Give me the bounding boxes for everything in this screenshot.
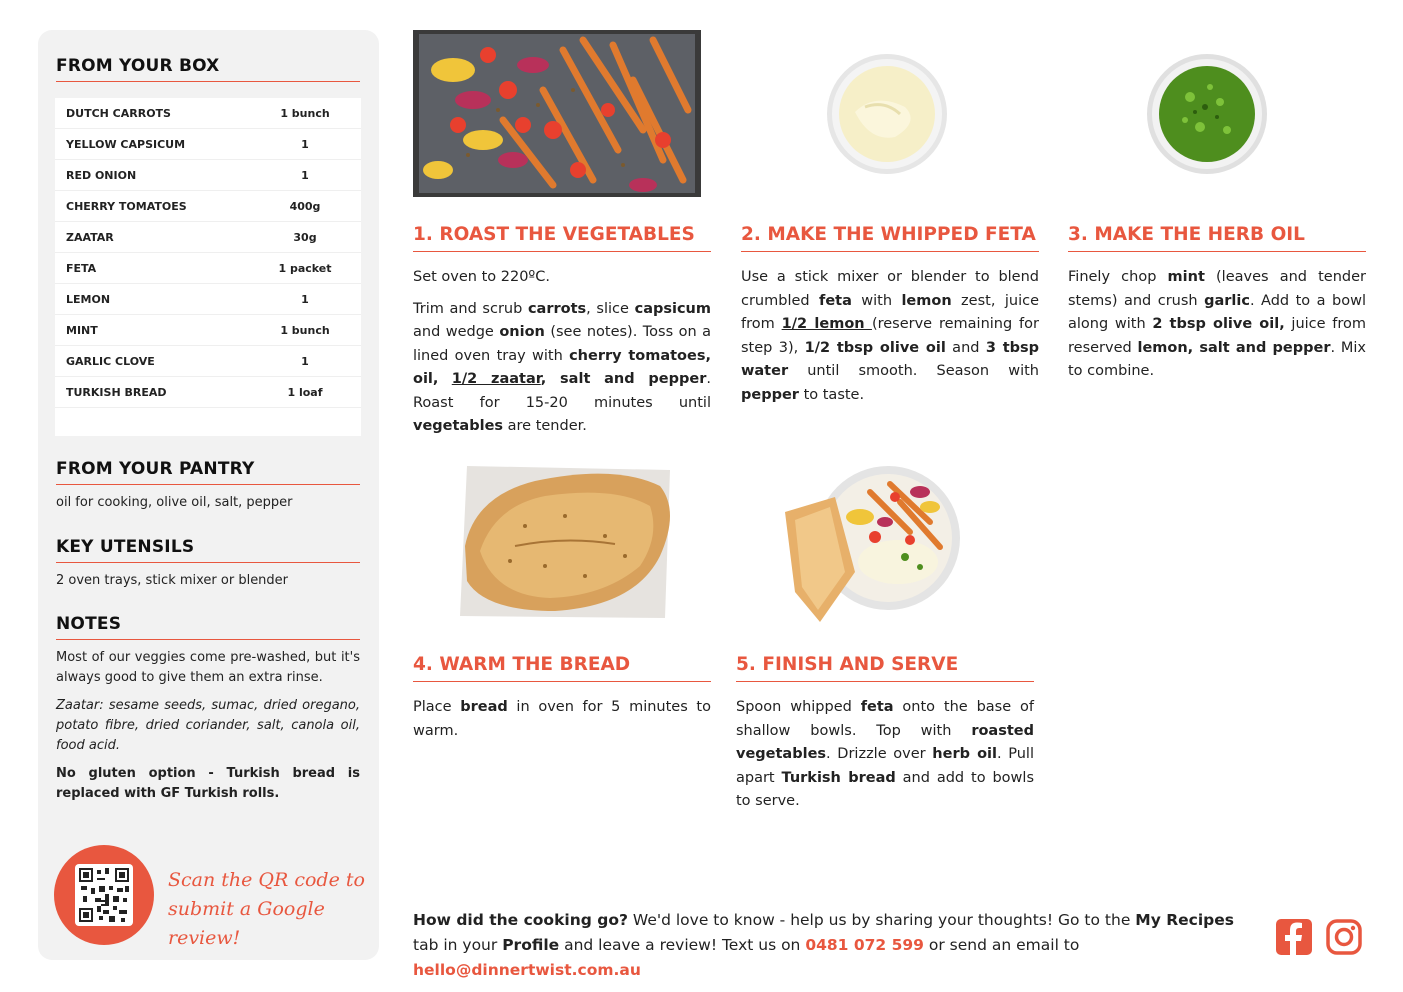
ingredient-qty: 1 loaf: [287, 385, 323, 399]
step-2-body: [741, 266, 1039, 415]
utensils-text: 2 oven trays, stick mixer or blender: [56, 573, 289, 588]
ingredient-qty: 1 bunch: [280, 106, 330, 120]
ingredient-qty: 1 bunch: [280, 323, 330, 337]
turkish-bread-photo: [455, 466, 680, 622]
step-4-method: Place bread in oven for 5 minutes to warm.: [413, 699, 711, 739]
facebook-icon[interactable]: [1276, 919, 1312, 955]
step-2-title: 2. MAKE THE WHIPPED FETA: [741, 224, 1039, 252]
ingredient-qty: 1 packet: [278, 261, 332, 275]
ingredient-name: GARLIC CLOVE: [66, 354, 155, 368]
table-row: [55, 129, 361, 160]
ingredient-name: FETA: [66, 261, 97, 275]
step-3-title: 3. MAKE THE HERB OIL: [1068, 224, 1366, 252]
qr-call-to-action: [168, 866, 368, 953]
step-2-method: Use a stick mixer or blender to blend crumbled feta with lemon zest, juice from 1/2 lemon (reserve remaining for step 3), 1/2 tbsp olive oil and 3 tbsp water until smooth. Season with pepper to taste.: [741, 269, 1040, 403]
box-title: FROM YOUR BOX: [56, 56, 360, 82]
ingredient-qty: 1: [301, 137, 309, 151]
ingredient-qty: 400g: [289, 199, 321, 213]
ingredient-qty: 30g: [293, 230, 317, 244]
ingredient-name: ZAATAR: [66, 230, 114, 244]
finished-dish-photo: [780, 462, 960, 627]
pantry-title: FROM YOUR PANTRY: [56, 459, 360, 485]
my-recipes-link[interactable]: My Recipes: [1135, 911, 1234, 929]
phone-link[interactable]: 0481 072 599: [805, 936, 924, 954]
table-row: [55, 284, 361, 315]
note-gluten: No gluten option - Turkish bread is replaced with GF Turkish rolls.: [56, 766, 360, 801]
ingredient-name: MINT: [66, 323, 98, 337]
table-row: [55, 160, 361, 191]
roast-vegetables-photo: [413, 30, 701, 197]
step-5-body: [736, 696, 1034, 822]
profile-link[interactable]: Profile: [502, 936, 560, 954]
table-row: [55, 377, 361, 408]
qr-badge[interactable]: [54, 845, 154, 945]
whipped-feta-photo: [825, 52, 949, 176]
table-row: [55, 98, 361, 129]
utensils-title: KEY UTENSILS: [56, 537, 360, 563]
note-rinse: Most of our veggies come pre-washed, but it's always good to give them an extra rinse.: [56, 650, 360, 685]
pantry-text: oil for cooking, olive oil, salt, pepper: [56, 495, 293, 510]
feedback-footer: How did the cooking go? We'd love to know - help us by sharing your thoughts! Go to the My Recipes tab in your Profile and leave a review! Text us on 0481 072 599 or send an email to hello@dinnertwist.com.au: [413, 911, 1234, 979]
ingredient-name: RED ONION: [66, 168, 137, 182]
notes-title: NOTES: [56, 614, 360, 640]
note-zaatar: Zaatar: sesame seeds, sumac, dried oregano, potato fibre, dried coriander, salt, canola oil, food acid.: [56, 698, 360, 753]
ingredient-name: DUTCH CARROTS: [66, 106, 171, 120]
ingredient-qty: 1: [301, 168, 309, 182]
box-ingredients-table: [55, 98, 361, 436]
table-row: [55, 253, 361, 284]
feedback-question: How did the cooking go?: [413, 911, 628, 929]
step-4-title: 4. WARM THE BREAD: [413, 654, 711, 682]
step-1-body: [413, 266, 711, 447]
ingredient-name: TURKISH BREAD: [66, 385, 167, 399]
ingredient-name: LEMON: [66, 292, 111, 306]
instagram-icon[interactable]: [1326, 919, 1362, 955]
table-row: [55, 191, 361, 222]
step-4-body: [413, 696, 711, 751]
table-row: [55, 315, 361, 346]
step-3-method: Finely chop mint (leaves and tender stems) and crush garlic. Add to a bowl along with 2 tbsp olive oil, juice from reserved lemon, salt and pepper. Mix to combine.: [1068, 269, 1366, 379]
ingredient-qty: 1: [301, 354, 309, 368]
step-1-method: Trim and scrub carrots, slice capsicum and wedge onion (see notes). Toss on a lined oven tray with cherry tomatoes, oil, 1/2 zaatar, salt and pepper. Roast for 15-20 minutes until vegetables are tender.: [413, 300, 711, 434]
email-link[interactable]: hello@dinnertwist.com.au: [413, 961, 641, 979]
notes-body: [56, 648, 360, 812]
ingredient-name: YELLOW CAPSICUM: [66, 137, 186, 151]
sidebar: [38, 30, 379, 960]
step-5-method: Spoon whipped feta onto the base of shallow bowls. Top with roasted vegetables. Drizzle over herb oil. Pull apart Turkish bread and add to bowls to serve.: [736, 699, 1035, 809]
step-1-title: 1. ROAST THE VEGETABLES: [413, 224, 711, 252]
herb-oil-photo: [1145, 52, 1269, 176]
qr-cta-line-1: Scan the QR code to: [168, 869, 365, 891]
step-3-body: [1068, 266, 1366, 392]
ingredient-name: CHERRY TOMATOES: [66, 199, 187, 213]
qr-cta-line-2: submit a Google review!: [168, 898, 325, 949]
table-row: [55, 346, 361, 377]
ingredient-qty: 1: [301, 292, 309, 306]
step-5-title: 5. FINISH AND SERVE: [736, 654, 1034, 682]
step-1-oven: Set oven to 220ºC.: [413, 269, 550, 285]
table-row: [55, 222, 361, 253]
qr-code-icon[interactable]: [75, 864, 133, 926]
